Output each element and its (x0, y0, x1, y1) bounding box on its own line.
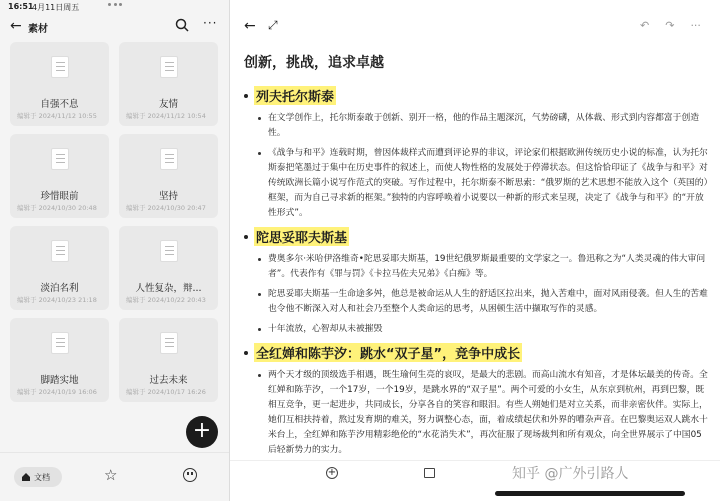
note-title: 珍惜眼前 (40, 191, 79, 202)
note-date: 编辑于 2024/10/22 20:43 (126, 296, 206, 304)
list-item: 陀思妥耶夫斯基一生命途多舛，他总是被命运从人生的舒适区拉出来，抛入苦难中，面对风雨侵袭。但人生的苦难也令他不断深入对人和社会乃至整个人类命运的思考，从困顿生活中撷取写作的灵感。 (244, 287, 710, 317)
section-heading-text: 陀思妥耶夫斯基 (254, 227, 349, 246)
add-circle-icon[interactable]: + (327, 467, 337, 478)
document-icon (51, 240, 69, 262)
watermark: 知乎 @广外引路人 (512, 466, 629, 482)
back-arrow-icon[interactable]: ← (244, 18, 256, 34)
note-card[interactable] (119, 318, 218, 402)
list-item: 十年流放，心智却从未被摧毁 (244, 322, 710, 337)
document-icon (51, 148, 69, 170)
note-date: 编辑于 2024/11/12 10:54 (126, 112, 206, 120)
note-card[interactable] (10, 42, 109, 126)
more-options-icon[interactable]: ··· (203, 16, 218, 30)
section (244, 227, 710, 337)
tab-documents-label: 文档 (34, 472, 50, 482)
note-card[interactable] (119, 226, 218, 310)
note-card[interactable] (119, 42, 218, 126)
note-date: 编辑于 2024/10/30 20:48 (17, 204, 97, 212)
document-icon (160, 332, 178, 354)
more-options-icon[interactable]: ··· (690, 19, 701, 32)
note-date: 编辑于 2024/10/23 21:18 (17, 296, 97, 304)
note-date: 编辑于 2024/11/12 10:55 (17, 112, 97, 120)
bag-icon[interactable] (424, 468, 435, 478)
multitask-dots-icon[interactable] (108, 3, 122, 7)
note-title: 人性复杂，辩... (135, 283, 202, 294)
expand-icon[interactable]: ⤢ (268, 18, 278, 32)
status-time: 16:51 (8, 2, 34, 11)
section (244, 86, 710, 221)
back-arrow-icon[interactable]: ← (10, 18, 22, 34)
section-heading-text: 全红婵和陈芋汐：跳水“双子星”，竞争中成长 (254, 343, 522, 362)
document-icon (51, 56, 69, 78)
section-heading (244, 227, 710, 246)
article-title: 创新，挑战，追求卓越 (244, 55, 384, 71)
section-heading (244, 86, 710, 105)
undo-icon[interactable]: ↶ (640, 19, 650, 32)
folder-title: 素材 (28, 24, 48, 35)
list-item: 费奥多尔·米哈伊洛维奇•陀思妥耶夫斯基，19世纪俄罗斯最重要的文学家之一。鲁迅称之为“人类灵魂的伟大审问者”。代表作有《罪与罚》《卡拉马佐夫兄弟》《白痴》等。 (244, 252, 710, 282)
home-icon (21, 472, 31, 482)
bottom-tab-bar (0, 452, 229, 501)
status-date: 4月11日周五 (32, 3, 80, 12)
note-card[interactable] (10, 226, 109, 310)
redo-icon[interactable]: ↷ (665, 19, 675, 32)
note-title: 脚踏实地 (40, 375, 79, 386)
sidebar-header (0, 14, 229, 40)
note-date: 编辑于 2024/10/30 20:47 (126, 204, 206, 212)
editor-header (230, 14, 720, 40)
note-title: 淡泊名利 (40, 283, 79, 294)
note-title: 自强不息 (40, 99, 79, 110)
document-icon (160, 56, 178, 78)
note-title: 友情 (158, 99, 178, 110)
note-card[interactable] (10, 134, 109, 218)
editor-toolbar (640, 19, 701, 32)
add-note-button[interactable]: + (186, 416, 218, 448)
section (244, 343, 710, 458)
list-item: 两个天才级的顶级选手相遇，既生瑜何生亮的哀叹，是最大的悲剧。而高山流水有知音，才是体坛最美的传奇。全红婵和陈芋汐，一个17岁，一个19岁，是跳水界的“双子星”。两个可爱的小女生，从东京到杭州，再到巴黎，既相互竞争，更一起进步，共同成长，分享各自的笑容和眼泪。有些人朔她们是对立关系，而非亲密伙伴。实际上，她们互相扶持着，熬过发育期的难关，努力调整心态，面，着成绩起伏和外界的嘈杂声音。在巴黎奥运双人跳水十米台上，全红婵和陈芋汐用精彩绝伦的“水花消失术”，再次征服了现场裁判和所有观众，向全世界展示了中国05后轻新势力的实力。 (244, 368, 710, 458)
note-title: 过去未来 (149, 375, 188, 386)
tab-documents[interactable] (14, 467, 62, 487)
note-card[interactable] (10, 318, 109, 402)
note-card[interactable] (119, 134, 218, 218)
list-item: 在文学创作上，托尔斯泰敢于创新、别开一格，他的作品主题深沉，气势磅礴，从体裁、形式到内容都富于创造性。 (244, 111, 710, 141)
search-icon[interactable] (175, 18, 189, 32)
home-indicator[interactable] (495, 491, 685, 496)
document-icon (51, 332, 69, 354)
section-heading (244, 343, 710, 362)
note-date: 编辑于 2024/10/19 16:06 (17, 388, 97, 396)
document-icon (160, 240, 178, 262)
notes-sidebar (0, 0, 229, 501)
section-heading-text: 列夫托尔斯泰 (254, 86, 336, 105)
smiley-icon[interactable] (183, 468, 197, 482)
note-date: 编辑于 2024/10/17 16:26 (126, 388, 206, 396)
note-editor (230, 0, 720, 501)
star-icon[interactable]: ☆ (104, 466, 118, 484)
list-item: 《战争与和平》连载时期，曾因体裁样式而遭到评论界的非议，评论家们根据欧洲传统历史小说的标准，认为托尔斯泰把笔墨过于集中在历史事件的叙述上，而使人物性格的发展处于停滞状态。但这恰恰印证了《战争与和平》对传统欧洲长篇小说写作范式的突破。写作过程中，托尔斯泰不断思索：“俄罗斯的艺术思想不能放入这个（英国的）框架，而为自己寻求新的框架。”独特的内容呼唤着小说要以一种新的形式来呈现，决定了《战争与和平》的“开放性形式”。 (244, 146, 710, 221)
note-title: 坚持 (158, 191, 178, 202)
document-icon (160, 148, 178, 170)
note-content[interactable] (244, 52, 710, 464)
